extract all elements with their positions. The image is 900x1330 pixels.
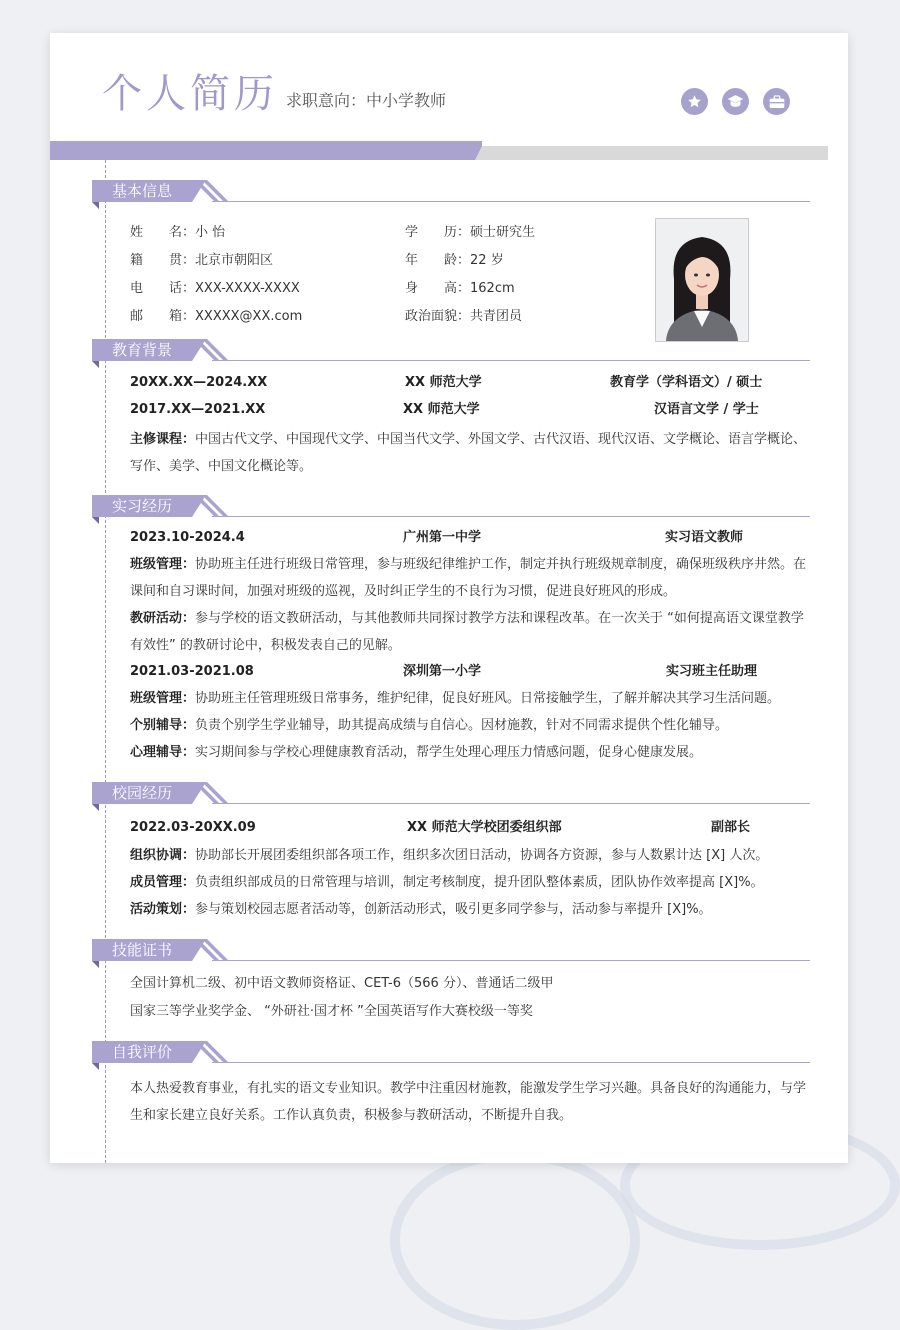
info-label: 电 话： <box>130 281 196 296</box>
edu-degree: 教育学（学科语文）/ 硕士 <box>610 375 763 390</box>
info-label: 身 高： <box>405 281 471 296</box>
section-education <box>92 339 810 361</box>
section-header <box>92 180 810 202</box>
section-self-evaluation <box>92 1041 810 1063</box>
info-height <box>405 275 515 303</box>
briefcase-icon <box>763 88 790 115</box>
campus-date: 2022.03-20XX.09 <box>130 820 256 835</box>
campus-role: 副部长 <box>711 820 751 835</box>
job-intent-label: 求职意向： <box>286 91 367 110</box>
job-item <box>130 605 810 659</box>
section-fold <box>92 517 99 524</box>
section-fold <box>92 202 99 209</box>
info-education <box>405 219 535 247</box>
section-header <box>92 1041 810 1063</box>
section-title: 基本信息 <box>92 180 192 202</box>
header-bar-gray-corner <box>475 146 482 160</box>
info-label: 邮 箱： <box>130 309 196 324</box>
info-value: XXXXX@XX.com <box>195 309 303 324</box>
timeline-line <box>105 160 106 1163</box>
item-label: 教研活动： <box>130 611 196 626</box>
section-basic-info <box>92 180 810 202</box>
header-bar-gray <box>482 146 828 160</box>
section-internship <box>92 495 810 517</box>
resume-page <box>50 33 848 1163</box>
info-value: 北京市朝阳区 <box>195 253 274 268</box>
skill-line: 全国计算机二级、初中语文教师资格证、CET-6（566 分）、普通话二级甲 <box>130 976 554 991</box>
job-date: 2023.10-2024.4 <box>130 530 245 545</box>
info-value: 小 怡 <box>195 225 226 240</box>
item-text: 协助班主任进行班级日常管理，参与班级纪律维护工作，制定并执行班级规章制度，确保班级秩序井然。在课间和自习课时间，加强对班级的巡视，及时纠正学生的不良行为习惯，促进良好班风的形成。 <box>130 557 807 599</box>
section-title: 自我评价 <box>92 1041 192 1063</box>
info-label: 年 龄： <box>405 253 471 268</box>
item-label: 班级管理： <box>130 691 196 706</box>
job-org: 深圳第一小学 <box>403 664 482 679</box>
section-rule <box>212 960 810 961</box>
edu-school: XX 师范大学 <box>403 402 480 417</box>
header-icons <box>681 88 790 115</box>
self-evaluation-text: 本人热爱教育事业，有扎实的语文专业知识。教学中注重因材施教，能激发学生学习兴趣。具备良好的沟通能力，与学生和家长建立良好关系。工作认真负责，积极参与教研活动，不断提升自我。 <box>130 1081 807 1123</box>
info-phone <box>130 275 300 303</box>
star-icon <box>681 88 708 115</box>
info-hometown <box>130 247 273 275</box>
courses-label: 主修课程： <box>130 432 196 447</box>
item-label: 组织协调： <box>130 848 196 863</box>
job-item <box>130 739 810 766</box>
info-label: 籍 贯： <box>130 253 196 268</box>
item-text: 参与学校的语文教研活动，与其他教师共同探讨教学方法和课程改革。在一次关于 “如何提高语文课堂教学有效性” 的教研讨论中，积极发表自己的见解。 <box>130 611 804 653</box>
job-role: 实习语文教师 <box>665 530 744 545</box>
item-text: 负责个别学生学业辅导，助其提高成绩与自信心。因材施教，针对不同需求提供个性化辅导。 <box>195 718 729 733</box>
section-header <box>92 782 810 804</box>
section-header <box>92 339 810 361</box>
section-fold <box>92 804 99 811</box>
profile-photo <box>655 218 749 342</box>
info-label: 姓 名： <box>130 225 196 240</box>
job-item <box>130 712 810 739</box>
header-bar <box>50 141 482 160</box>
info-value: 共青团员 <box>470 309 523 324</box>
section-campus <box>92 782 810 804</box>
info-name <box>130 219 225 247</box>
item-label: 活动策划： <box>130 902 196 917</box>
campus-item <box>130 869 820 896</box>
graduation-cap-icon <box>722 88 749 115</box>
campus-item <box>130 842 820 869</box>
campus-org: XX 师范大学校团委组织部 <box>407 820 562 835</box>
info-label: 政治面貌： <box>405 309 471 324</box>
item-text: 协助班主任管理班级日常事务，维护纪律，促良好班风。日常接触学生，了解并解决其学习生活问题。 <box>195 691 781 706</box>
section-rule <box>212 803 810 804</box>
info-value: 硕士研究生 <box>470 225 536 240</box>
section-rule <box>212 1062 810 1063</box>
section-fold <box>92 361 99 368</box>
campus-item <box>130 896 820 923</box>
job-org: 广州第一中学 <box>403 530 482 545</box>
item-label: 心理辅导： <box>130 745 196 760</box>
job-intent-value: 中小学教师 <box>366 91 447 110</box>
edu-courses <box>130 426 810 480</box>
info-political <box>405 303 522 331</box>
page-title: 个人简历 <box>102 71 278 117</box>
section-title: 技能证书 <box>92 939 192 961</box>
section-fold <box>92 1063 99 1070</box>
edu-date: 2017.XX—2021.XX <box>130 402 266 417</box>
info-age <box>405 247 504 275</box>
section-rule <box>212 201 810 202</box>
info-value: XXX-XXXX-XXXX <box>195 281 300 296</box>
section-rule <box>212 360 810 361</box>
item-text: 实习期间参与学校心理健康教育活动，帮学生处理心理压力情感问题，促身心健康发展。 <box>195 745 703 760</box>
item-label: 成员管理： <box>130 875 196 890</box>
edu-degree: 汉语言文学 / 学士 <box>654 402 759 417</box>
info-value: 162cm <box>470 281 515 296</box>
info-value: 22 岁 <box>470 253 504 268</box>
info-email <box>130 303 302 331</box>
section-fold <box>92 961 99 968</box>
job-role: 实习班主任助理 <box>666 664 758 679</box>
job-intent <box>286 90 446 112</box>
courses-text: 中国古代文学、中国现代文学、中国当代文学、外国文学、古代汉语、现代汉语、文学概论、语言学概论、写作、美学、中国文化概论等。 <box>130 432 807 474</box>
item-text: 参与策划校园志愿者活动等，创新活动形式，吸引更多同学参与，活动参与率提升 [X]%。 <box>195 902 712 917</box>
job-item <box>130 685 820 712</box>
job-item <box>130 551 810 605</box>
background-decoration <box>390 1150 640 1330</box>
section-title: 教育背景 <box>92 339 192 361</box>
edu-date: 20XX.XX—2024.XX <box>130 375 268 390</box>
job-date: 2021.03-2021.08 <box>130 664 254 679</box>
section-rule <box>212 516 810 517</box>
section-header <box>92 495 810 517</box>
section-header <box>92 939 810 961</box>
item-text: 负责组织部成员的日常管理与培训，制定考核制度，提升团队整体素质，团队协作效率提高 [X]%。 <box>195 875 764 890</box>
skill-line: 国家三等学业奖学金、 “外研社·国才杯 ”全国英语写作大赛校级一等奖 <box>130 1004 533 1019</box>
item-text: 协助部长开展团委组织部各项工作，组织多次团日活动，协调各方资源，参与人数累计达 [X] 人次。 <box>195 848 769 863</box>
info-label: 学 历： <box>405 225 471 240</box>
section-title: 校园经历 <box>92 782 192 804</box>
item-label: 班级管理： <box>130 557 196 572</box>
edu-school: XX 师范大学 <box>405 375 482 390</box>
section-skills <box>92 939 810 961</box>
section-title: 实习经历 <box>92 495 192 517</box>
item-label: 个别辅导： <box>130 718 196 733</box>
